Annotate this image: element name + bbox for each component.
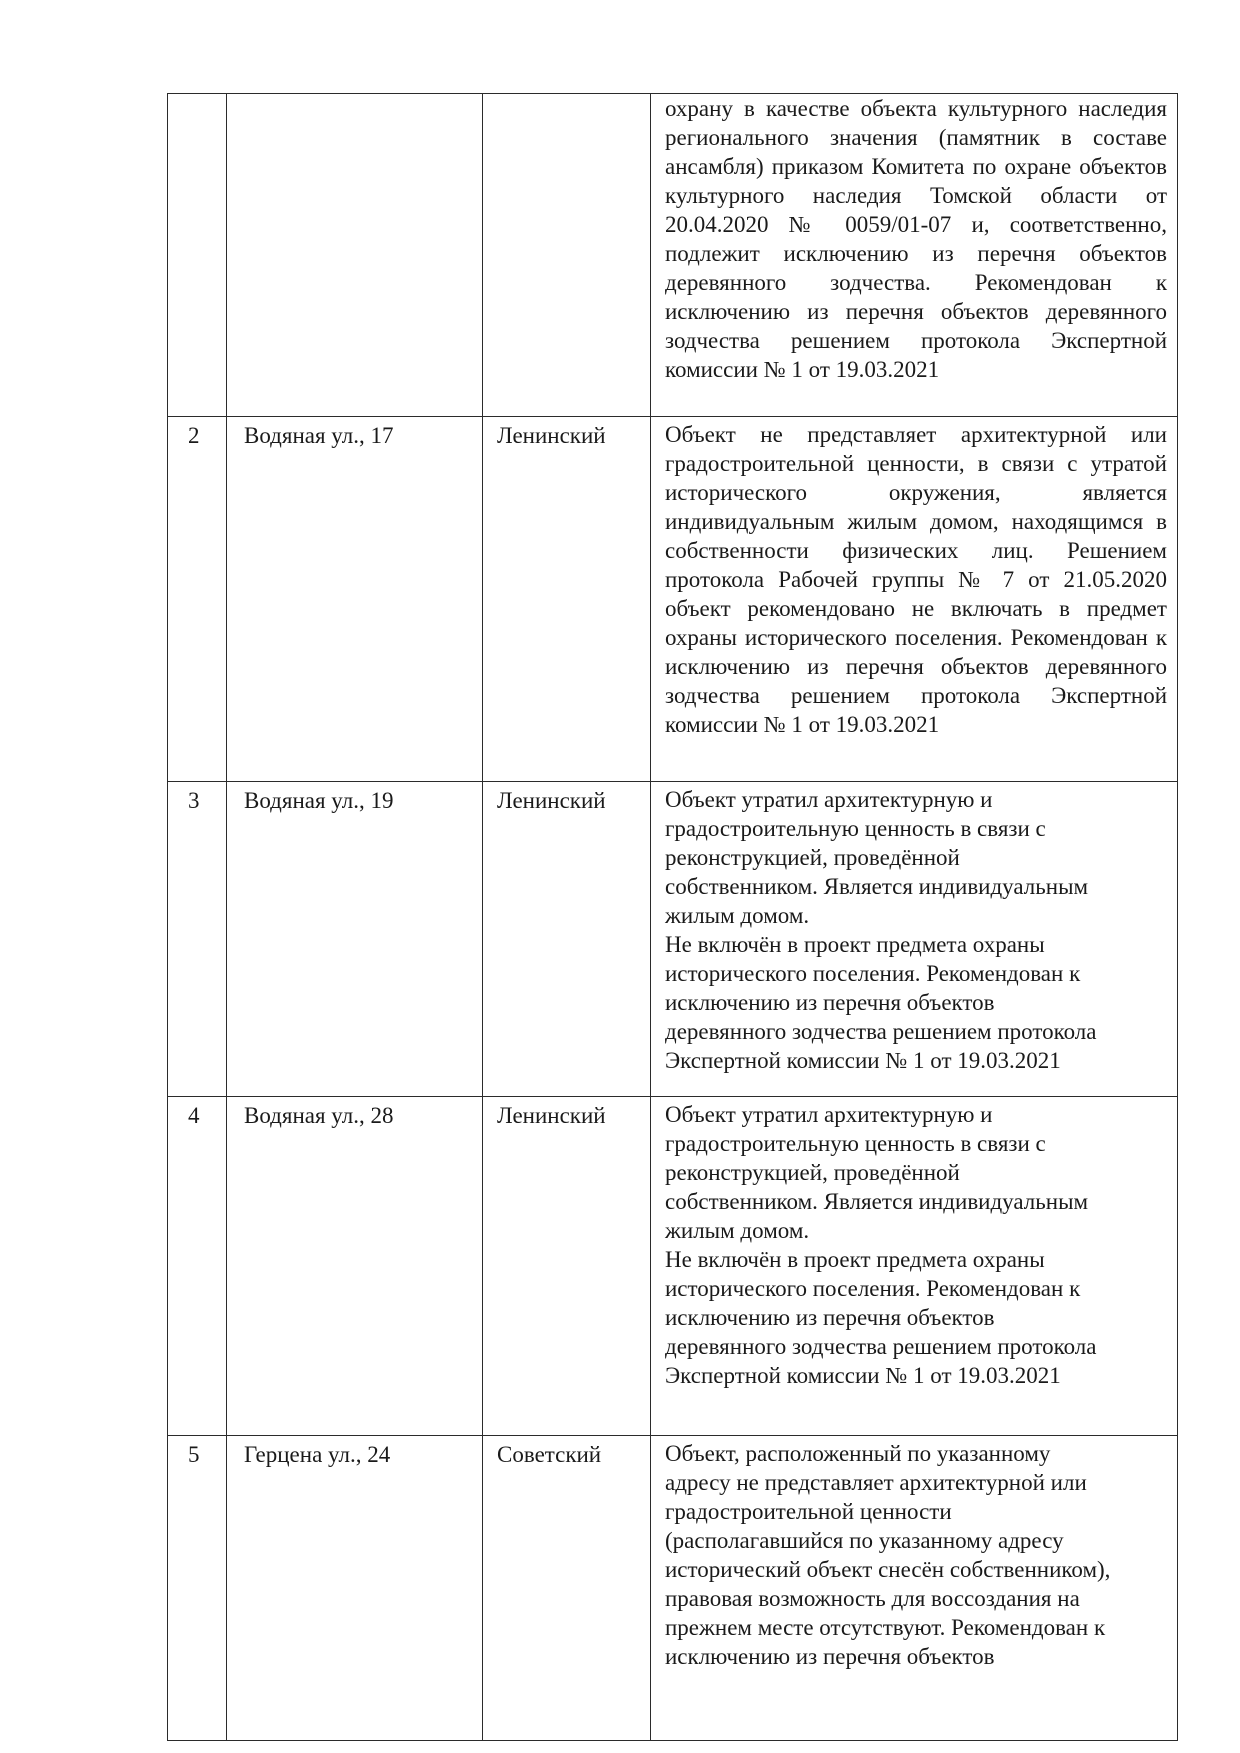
row-address: Герцена ул., 24: [227, 1436, 483, 1741]
row-description: Объект утратил архитектурную и градостроительную ценность в связи с реконструкцией, проведённой собственником. Является индивидуальным жилым домом. Не включён в проект предмета охраны исторического поселения. Рекомендован к исключению из перечня объектов деревянного зодчества решением протокола Экспертной комиссии № 1 от 19.03.2021: [651, 1097, 1178, 1436]
table-row: [168, 417, 1178, 782]
row-description: Объект утратил архитектурную и градостроительную ценность в связи с реконструкцией, проведённой собственником. Является индивидуальным жилым домом. Не включён в проект предмета охраны исторического поселения. Рекомендован к исключению из перечня объектов деревянного зодчества решением протокола Экспертной комиссии № 1 от 19.03.2021: [651, 782, 1178, 1097]
row-number: 4: [168, 1097, 227, 1436]
row-district: Ленинский: [483, 417, 651, 782]
row-address: Водяная ул., 19: [227, 782, 483, 1097]
row-address: Водяная ул., 28: [227, 1097, 483, 1436]
table-row: [168, 94, 1178, 417]
table-row: [168, 1097, 1178, 1436]
row-number: 5: [168, 1436, 227, 1741]
objects-table: [167, 93, 1178, 1741]
row-number: [168, 94, 227, 417]
row-district: Советский: [483, 1436, 651, 1741]
row-address: Водяная ул., 17: [227, 417, 483, 782]
row-number: 3: [168, 782, 227, 1097]
row-district: Ленинский: [483, 1097, 651, 1436]
row-description: Объект не представляет архитектурной или градостроительной ценности, в связи с утратой исторического окружения, является индивидуальным жилым домом, находящимся в собственности физических лиц. Решением протокола Рабочей группы № 7 от 21.05.2020 объект рекомендовано не включать в предмет охраны исторического поселения. Рекомендован к исключению из перечня объектов деревянного зодчества решением протокола Экспертной комиссии № 1 от 19.03.2021: [651, 417, 1178, 782]
row-number: 2: [168, 417, 227, 782]
row-address: [227, 94, 483, 417]
table-row: [168, 782, 1178, 1097]
row-description: Объект, расположенный по указанному адресу не представляет архитектурной или градостроительной ценности (располагавшийся по указанному адресу исторический объект снесён собственником), правовая возможность для воссоздания на прежнем месте отсутствуют. Рекомендован к исключению из перечня объектов: [651, 1436, 1178, 1741]
row-description: охрану в качестве объекта культурного наследия регионального значения (памятник в составе ансамбля) приказом Комитета по охране объектов культурного наследия Томской области от 20.04.2020 № 0059/01-07 и, соответственно, подлежит исключению из перечня объектов деревянного зодчества. Рекомендован к исключению из перечня объектов деревянного зодчества решением протокола Экспертной комиссии № 1 от 19.03.2021: [651, 94, 1178, 417]
row-district: [483, 94, 651, 417]
table-row: [168, 1436, 1178, 1741]
row-district: Ленинский: [483, 782, 651, 1097]
